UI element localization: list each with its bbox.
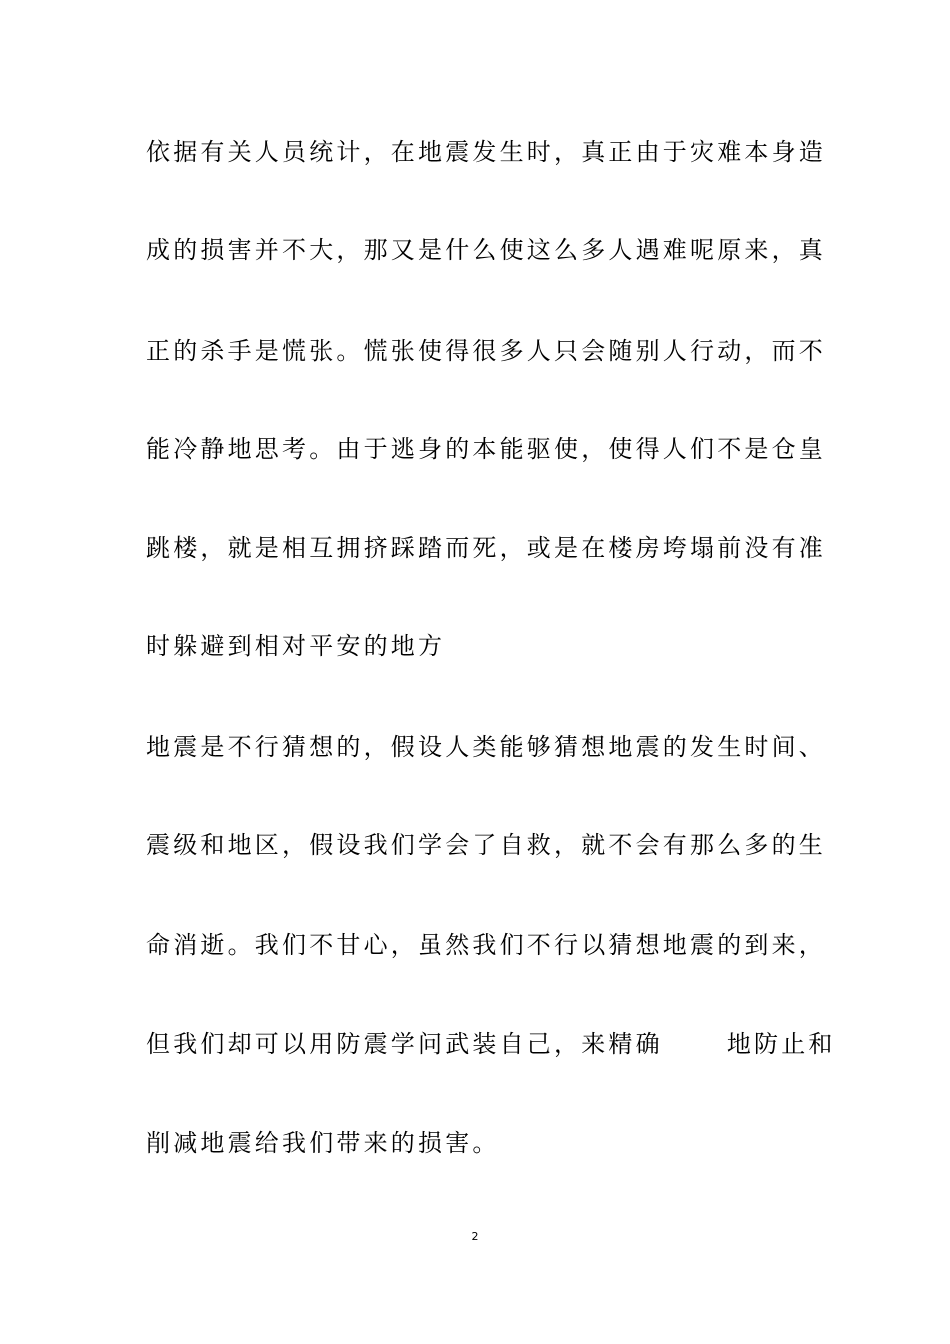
paragraph-1-line-5: 跳楼，就是相互拥挤踩踏而死，或是在楼房垮塌前没有准	[146, 534, 826, 562]
paragraph-1-line-3: 正的杀手是慌张。慌张使得很多人只会随别人行动，而不	[146, 337, 826, 365]
paragraph-2-line-1: 地震是不行猜想的，假设人类能够猜想地震的发生时间、	[146, 733, 826, 761]
paragraph-2-line-4-after-gap: 地防止和	[726, 1030, 836, 1058]
paragraph-2-line-3: 命消逝。我们不甘心，虽然我们不行以猜想地震的到来，	[146, 931, 826, 959]
paragraph-1-line-4: 能冷静地思考。由于逃身的本能驱使，使得人们不是仓皇	[146, 435, 826, 463]
paragraph-1-line-2: 成的损害并不大，那又是什么使这么多人遇难呢原来，真	[146, 236, 826, 264]
paragraph-2-line-4-before-gap: 但我们却可以用防震学问武装自己，来精确	[146, 1030, 663, 1058]
paragraph-2-line-4	[146, 1029, 836, 1059]
page-number: 2	[471, 1230, 479, 1243]
paragraph-1-line-1: 依据有关人员统计，在地震发生时，真正由于灾难本身造	[146, 138, 826, 166]
paragraph-2-line-5: 削减地震给我们带来的损害。	[146, 1129, 500, 1157]
paragraph-2-line-2: 震级和地区，假设我们学会了自救，就不会有那么多的生	[146, 831, 826, 859]
paragraph-1-line-6: 时躲避到相对平安的地方	[146, 632, 446, 660]
